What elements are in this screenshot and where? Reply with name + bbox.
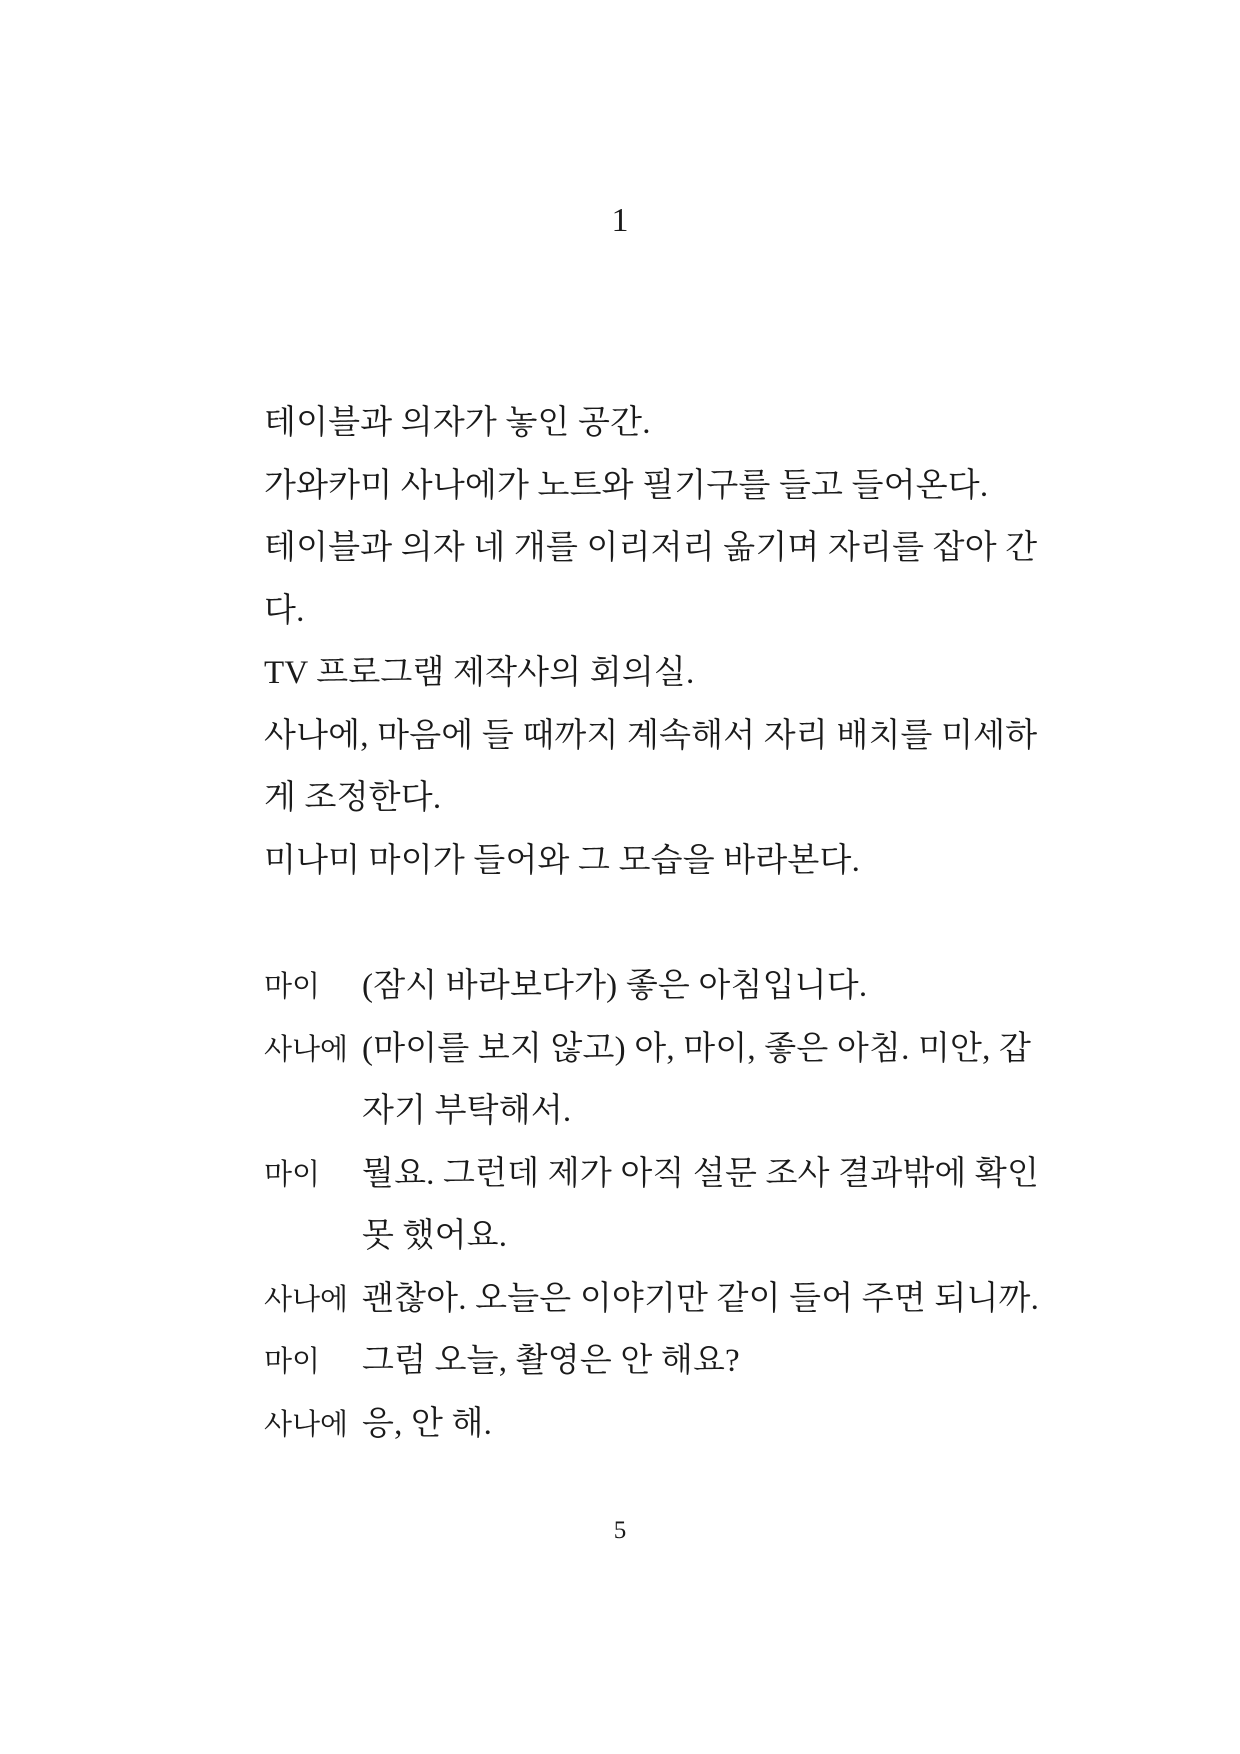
dialogue-block xyxy=(264,1330,1006,1393)
stage-direction-line: 미나미 마이가 들어와 그 모습을 바라본다. xyxy=(264,842,861,879)
speech-line: 응, 안 해. xyxy=(362,1405,493,1442)
dialogue-block xyxy=(264,1143,1040,1268)
speech-line: (잠시 바라보다가) 좋은 아침입니다. xyxy=(362,968,868,1004)
speech xyxy=(362,1018,1031,1143)
dialogue-block xyxy=(264,1018,1032,1143)
scene-number: 1 xyxy=(611,202,629,239)
stage-direction-line: 가와카미 사나에가 노트와 필기구를 들고 들어온다. xyxy=(264,467,989,504)
speaker-name: 사나에 xyxy=(264,1281,349,1316)
speech xyxy=(362,1268,1039,1331)
speech-line: (마이를 보지 않고) 아, 마이, 좋은 아침. 미안, 갑 xyxy=(362,1030,1032,1067)
speech-line: 뭘요. 그런데 제가 아직 설문 조사 결과밖에 확인 xyxy=(362,1155,1040,1192)
stage-direction-line: TV 프로그램 제작사의 회의실. xyxy=(264,655,695,691)
page-number: 5 xyxy=(613,1517,627,1544)
speech xyxy=(362,1143,1039,1268)
speaker-name: 마이 xyxy=(264,969,321,1003)
speech xyxy=(362,1330,1006,1393)
dialogue-block xyxy=(264,1393,1006,1456)
speaker-name: 사나에 xyxy=(264,1031,349,1066)
speech-line: 자기 부탁해서. xyxy=(362,1093,572,1129)
speech-line: 그럼 오늘, 촬영은 안 해요? xyxy=(362,1343,740,1379)
stage-direction-line: 게 조정한다. xyxy=(264,780,442,816)
dialogue-block xyxy=(264,955,1006,1018)
speech xyxy=(362,955,1006,1018)
speech-line: 괜찮아. 오늘은 이야기만 같이 들어 주면 되니까. xyxy=(362,1280,1040,1317)
speech-line: 못 했어요. xyxy=(362,1218,508,1254)
dialogue-block xyxy=(264,1268,1040,1331)
speaker-name: 사나에 xyxy=(264,1406,349,1441)
stage-direction-line: 다. xyxy=(264,592,305,629)
dialogue xyxy=(264,955,1040,1455)
speech xyxy=(362,1393,1006,1456)
stage-directions xyxy=(264,392,1038,892)
speaker-name: 마이 xyxy=(264,1156,321,1191)
stage-direction-line: 테이블과 의자가 놓인 공간. xyxy=(264,405,651,441)
stage-direction-line: 사나에, 마음에 들 때까지 계속해서 자리 배치를 미세하 xyxy=(264,717,1038,754)
speaker-name: 마이 xyxy=(264,1344,321,1378)
stage-direction-line: 테이블과 의자 네 개를 이리저리 옮기며 자리를 잡아 간 xyxy=(264,530,1038,566)
